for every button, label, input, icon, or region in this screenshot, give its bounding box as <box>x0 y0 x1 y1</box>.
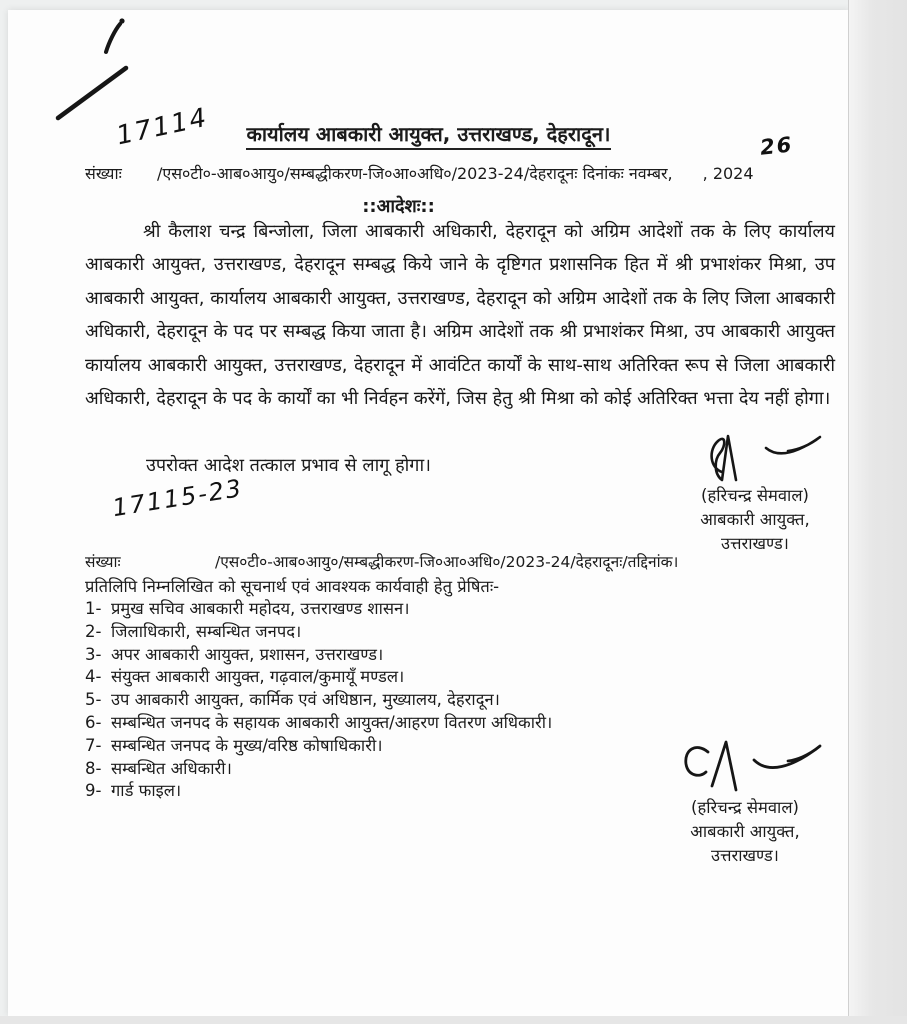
copy-item-number: 9- <box>85 781 102 801</box>
signatory-state: उत्तराखण्ड। <box>721 534 789 553</box>
copy-item-text: उप आबकारी आयुक्त, कार्मिक एवं अधिष्ठान, मुख्यालय, देहरादून। <box>111 690 500 710</box>
copy-item-number: 8- <box>85 758 102 778</box>
signature-block-bottom <box>650 736 840 868</box>
copy-list-item <box>85 644 785 667</box>
copy-item-text: अपर आबकारी आयुक्त, प्रशासन, उत्तराखण्ड। <box>111 644 384 664</box>
copy-distribution-heading: प्रतिलिपि निम्नलिखित को सूचनार्थ एवं आवश्यक कार्यवाही हेतु प्रेषितः- <box>85 577 500 596</box>
copy-item-number: 7- <box>85 735 102 755</box>
handwritten-day-number: 26 <box>758 132 795 160</box>
signatory-designation: आबकारी आयुक्त, <box>700 510 810 529</box>
order-paragraph: श्री कैलाश चन्द्र बिन्जोला, जिला आबकारी अधिकारी, देहरादून को अग्रिम आदेशों तक के लिए कार्यालय आबकारी आयुक्त, उत्तराखण्ड, देहरादून सम्बद्ध किये जाने के दृष्टिगत प्रशासनिक हित में श्री प्रभाशंकर मिश्रा, उप आबकारी आयुक्त, कार्यालय आबकारी आयुक्त, उत्तराखण्ड, देहरादून को अग्रिम आदेशों तक के लिए जिला आबकारी अधिकारी, देहरादून के पद पर सम्बद्ध किया जाता है। अग्रिम आदेशों तक श्री प्रभाशंकर मिश्रा, उप आबकारी आयुक्त कार्यालय आबकारी आयुक्त, उत्तराखण्ड, देहरादून में आवंटित कार्यों के साथ-साथ अतिरिक्त रूप से जिला आबकारी अधिकारी, देहरादून के पद के कार्यों का भी निर्वहन करेंगें, जिस हेतु श्री मिश्रा को कोई अतिरिक्त भत्ता देय नहीं होगा। <box>85 221 835 410</box>
copy-item-text: गार्ड फाइल। <box>111 781 182 801</box>
copy-list-item <box>85 666 785 689</box>
ref-number-text: /एस०टी०-आब०आयु०/सम्बद्धीकरण-जि०आ०अधि०/2023-24/देहरादूनः दिनांकः नवम्बर, <box>157 164 673 183</box>
handwritten-dispatch-range: 17115-23 <box>110 473 245 523</box>
reference-line-top <box>85 162 835 184</box>
page-title: कार्यालय आबकारी आयुक्त, उत्तराखण्ड, देहरादून। <box>246 122 610 150</box>
copy-item-text: जिलाधिकारी, सम्बन्धित जनपद। <box>111 621 302 641</box>
pen-slash-icon <box>50 62 136 124</box>
ref-label: संख्याः <box>85 164 122 183</box>
signature-icon <box>670 428 840 486</box>
signatory-name: (हरिचन्द्र सेमवाल) <box>691 798 799 817</box>
signature-block-top <box>660 428 850 556</box>
scan-edge-band <box>848 0 907 1024</box>
header <box>8 120 849 147</box>
handwritten-dispatch-number-top: 17114 <box>113 102 211 152</box>
scan-bottom-edge <box>0 1016 907 1024</box>
signatory-name: (हरिचन्द्र सेमवाल) <box>701 486 809 505</box>
copy-item-text: प्रमुख सचिव आबकारी महोदय, उत्तराखण्ड शासन। <box>111 599 410 618</box>
copy-item-number: 1- <box>85 599 102 618</box>
copy-item-text: संयुक्त आबकारी आयुक्त, गढ़वाल/कुमायूँ मण्डल। <box>111 667 405 687</box>
ref-year-text: , 2024 <box>702 164 754 183</box>
copy-item-text: सम्बन्धित जनपद के सहायक आबकारी आयुक्त/आहरण वितरण अधिकारी। <box>111 712 553 732</box>
copy-item-number: 5- <box>85 690 102 710</box>
copy-item-number: 2- <box>85 621 102 641</box>
pen-tick-icon <box>96 14 130 56</box>
copy-list-item <box>85 689 785 712</box>
ref-number-text: /एस०टी०-आब०आयु०/सम्बद्धीकरण-जि०आ०अधि०/2023-24/देहरादूनः/तद्दिनांक। <box>215 553 679 571</box>
order-heading: ::आदेशः:: <box>362 196 435 217</box>
copy-list-item <box>85 598 785 621</box>
document-page <box>8 10 849 1016</box>
reference-line-copy <box>85 550 835 572</box>
copy-list-item <box>85 712 785 735</box>
signatory-designation: आबकारी आयुक्त, <box>690 822 800 841</box>
ref-label: संख्याः <box>85 553 121 571</box>
copy-item-text: सम्बन्धित अधिकारी। <box>111 758 232 778</box>
copy-item-number: 4- <box>85 667 102 687</box>
effect-line: उपरोक्त आदेश तत्काल प्रभाव से लागू होगा। <box>146 455 431 476</box>
signatory-state: उत्तराखण्ड। <box>711 846 779 865</box>
copy-item-text: सम्बन्धित जनपद के मुख्य/वरिष्ठ कोषाधिकारी। <box>111 735 383 755</box>
copy-list-item <box>85 621 785 644</box>
signature-icon <box>650 736 840 798</box>
copy-item-number: 3- <box>85 644 102 664</box>
copy-item-number: 6- <box>85 712 102 732</box>
